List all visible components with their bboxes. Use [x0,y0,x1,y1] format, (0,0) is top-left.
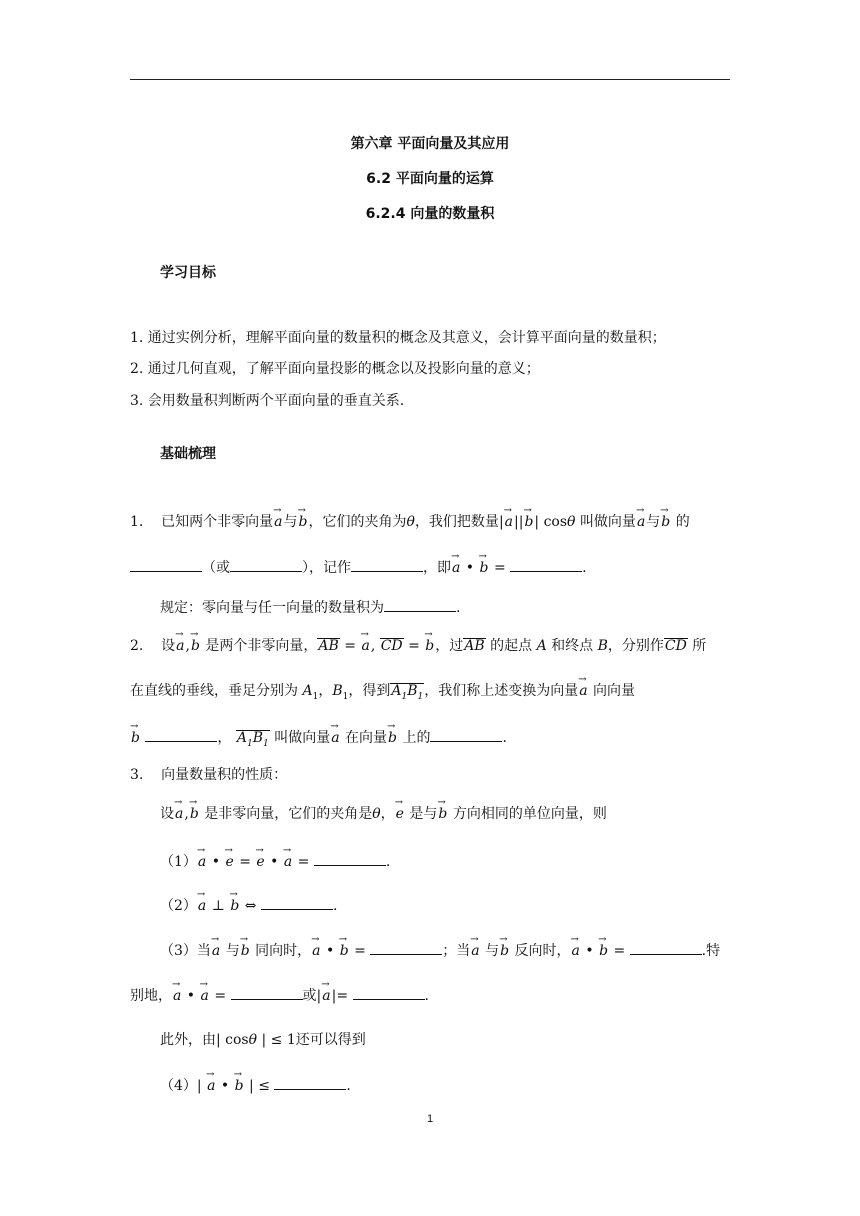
subsection-title: 6.2.4 向量的数量积 [365,206,495,222]
q2-line-3: b → ， $A_1B_1$ 叫做向量a → 在向量b → 上的 . [130,727,507,751]
q2-line-1: 2. 设a →,b → 是两个非零向量，AB = a →, CD = b →，过AB 的起点 A 和终点 B，分别作CD 所 [130,636,706,656]
q1-rule: 规定：零向量与任一向量的数量积为 . [160,597,460,618]
blank [231,985,303,1000]
blank [261,895,333,910]
blank [370,940,442,955]
blank [353,985,425,1000]
blank [510,557,582,572]
q3-property-3-cont: 别地，a → • a → = 或|a →|= . [130,985,429,1006]
blank [314,851,386,866]
blank [384,597,456,612]
chapter-title: 第六章 平面向量及其应用 [350,136,510,152]
q3-intro: 设a →,b → 是非零向量，它们的夹角是θ，e → 是与b → 方向相同的单位向量，则 [160,804,607,824]
blank [274,1075,346,1090]
goal-item-3: 3. 会用数量积判断两个平面向量的垂直关系. [130,393,405,409]
blank [145,727,217,742]
q1-line-1: 1. 已知两个非零向量a →与b →，它们的夹角为θ，我们把数量|a →||b →| cosθ 叫做向量a →与b → 的 [130,512,690,532]
blank [630,940,702,955]
blank [230,557,302,572]
q3-property-4: （4）| a → • b → | ≤ . [160,1075,351,1096]
goals-heading: 学习目标 [160,265,216,281]
blank [130,557,202,572]
q3-property-1: （1）a → • e → = e → • a → = . [160,851,390,872]
q2-line-2: 在直线的垂线，垂足分别为 $A_1$，$B_1$，得到$A_1B_1$，我们称上述变换为向量a → 向向量 [130,681,635,707]
q3-title: 3. 向量数量积的性质： [130,767,288,783]
blank [351,557,423,572]
q3-property-2: （2）a → ⊥ b → ⇔ . [160,895,337,916]
q3-property-3: （3）当a → 与b → 同向时，a → • b → = ；当a → 与b → 反向时，a → • b → = .特 [160,940,720,961]
section-title: 6.2 平面向量的运算 [366,171,494,187]
header-rule [130,79,730,80]
blank [430,727,502,742]
q3-also: 此外，由| cosθ | ≤ 1还可以得到 [160,1032,366,1048]
q1-line-2: （或 ），记作 ，即a → • b → = . [130,557,587,578]
basics-heading: 基础梳理 [160,446,216,462]
goal-item-1: 1. 通过实例分析，理解平面向量的数量积的概念及其意义，会计算平面向量的数量积； [130,330,666,346]
goal-item-2: 2. 通过几何直观，了解平面向量投影的概念以及投影向量的意义； [130,361,540,377]
page-number: 1 [426,1113,434,1125]
